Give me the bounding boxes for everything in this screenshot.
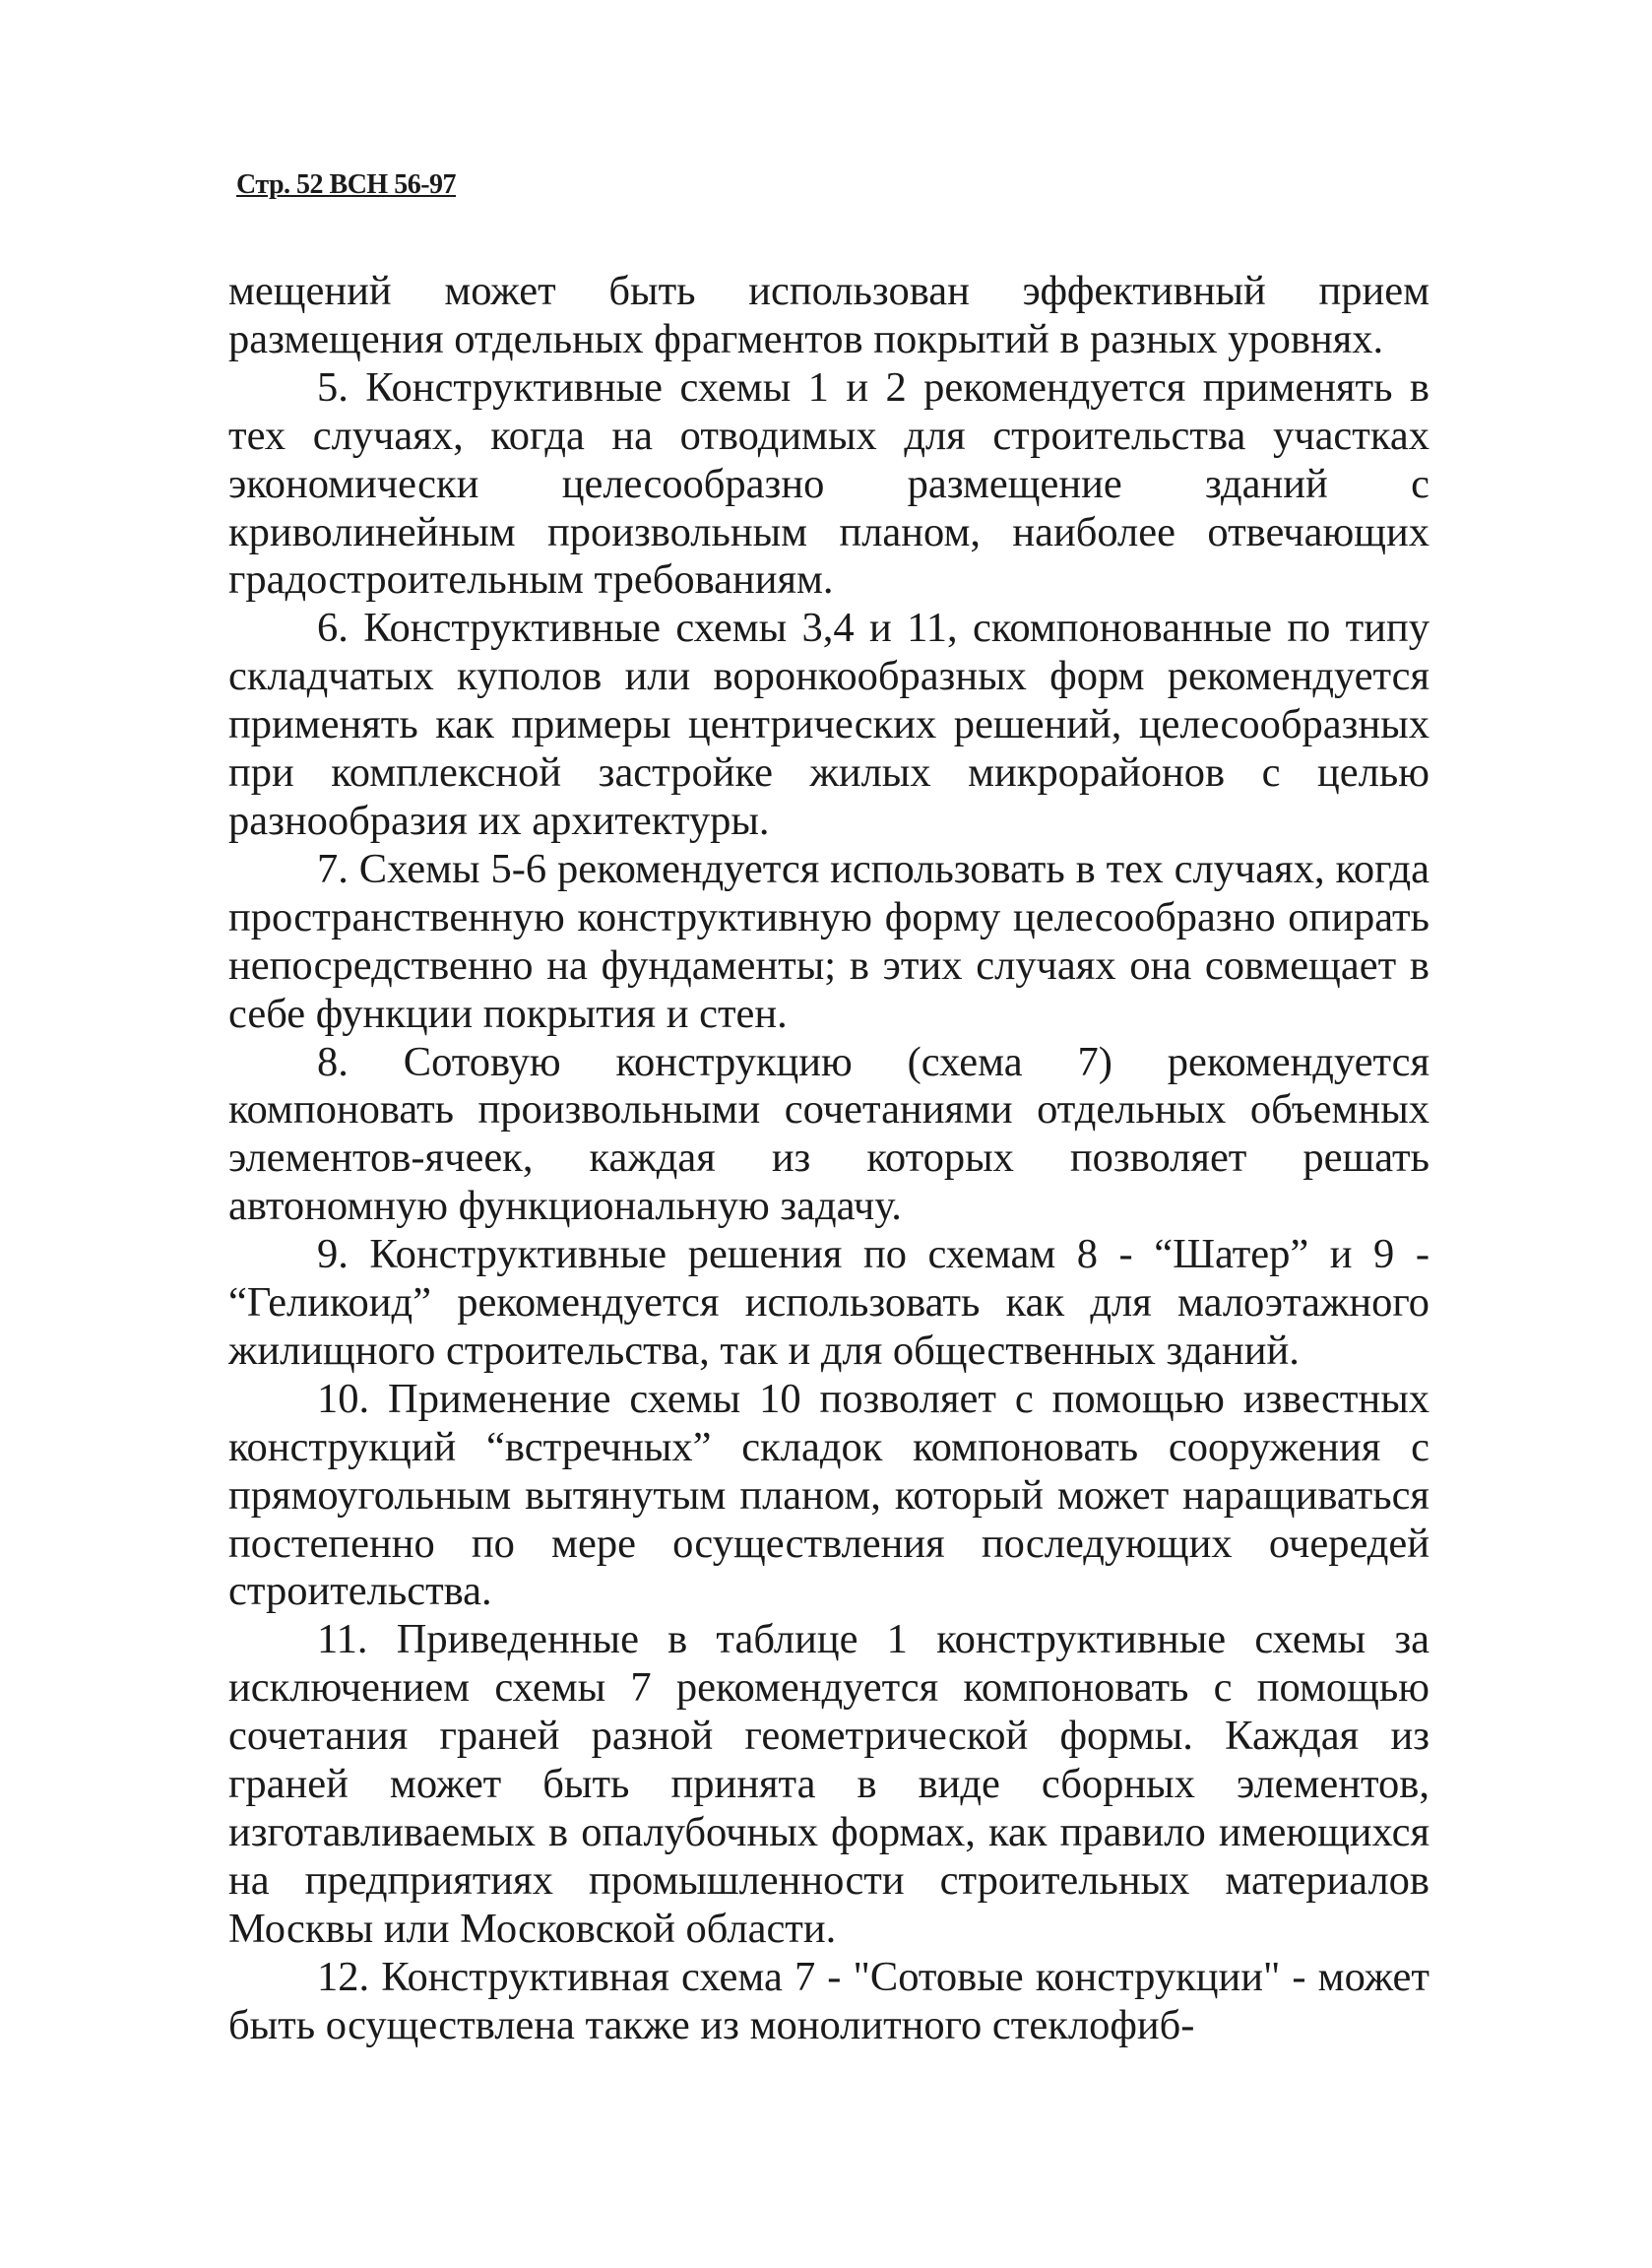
paragraph-item-7: 7. Схемы 5-6 рекомендуется использовать в тех случаях, когда пространственную конструктивную форму целесообразно опирать непосредственно на фундаменты; в этих случаях она совмещает в себе функции покрытия и стен. (228, 845, 1430, 1037)
running-head: Стр. 52 ВСН 56-97 (236, 169, 457, 200)
paragraph-item-10: 10. Применение схемы 10 позволяет с помощью известных конструкций “встречных” складок компоновать сооружения с прямоугольным вытянутым планом, который может наращиваться постепенно по мере осуществления последующих очередей строительства. (228, 1375, 1430, 1615)
paragraph-continuation: мещений может быть использован эффективный прием размещения отдельных фрагментов покрытий в разных уровнях. (228, 268, 1430, 362)
paragraph-item-6: 6. Конструктивные схемы 3,4 и 11, скомпонованные по типу складчатых куполов или воронкообразных форм рекомендуется применять как примеры центрических решений, целесообразных при комплексной застройке жилых микрорайонов с целью разнообразия их архитектуры. (228, 605, 1430, 844)
paragraph-item-5: 5. Конструктивные схемы 1 и 2 рекомендуется применять в тех случаях, когда на отводимых для строительства участках экономически целесообразно размещение зданий с криволинейным произвольным планом, наиболее отвечающих градостроительным требованиям. (228, 363, 1430, 604)
paragraph-item-12: 12. Конструктивная схема 7 - "Сотовые конструкции" - может быть осуществлена также из монолитного стеклофиб- (228, 1953, 1430, 2048)
body-text (228, 268, 1430, 2050)
paragraph-item-9: 9. Конструктивные решения по схемам 8 - “Шатер” и 9 - “Геликоид” рекомендуется использовать как для малоэтажного жилищного строительства, так и для общественных зданий. (228, 1231, 1430, 1374)
paragraph-item-11: 11. Приведенные в таблице 1 конструктивные схемы за исключением схемы 7 рекомендуется компоновать с помощью сочетания граней разной геометрической формы. Каждая из граней может быть принята в виде сборных элементов, изготавливаемых в опалубочных формах, как правило имеющихся на предприятиях промышленности строительных материалов Москвы или Московской области. (228, 1616, 1430, 1952)
paragraph-item-8: 8. Сотовую конструкцию (схема 7) рекомендуется компоновать произвольными сочетаниями отдельных объемных элементов-ячеек, каждая из которых позволяет решать автономную функциональную задачу. (228, 1038, 1430, 1230)
